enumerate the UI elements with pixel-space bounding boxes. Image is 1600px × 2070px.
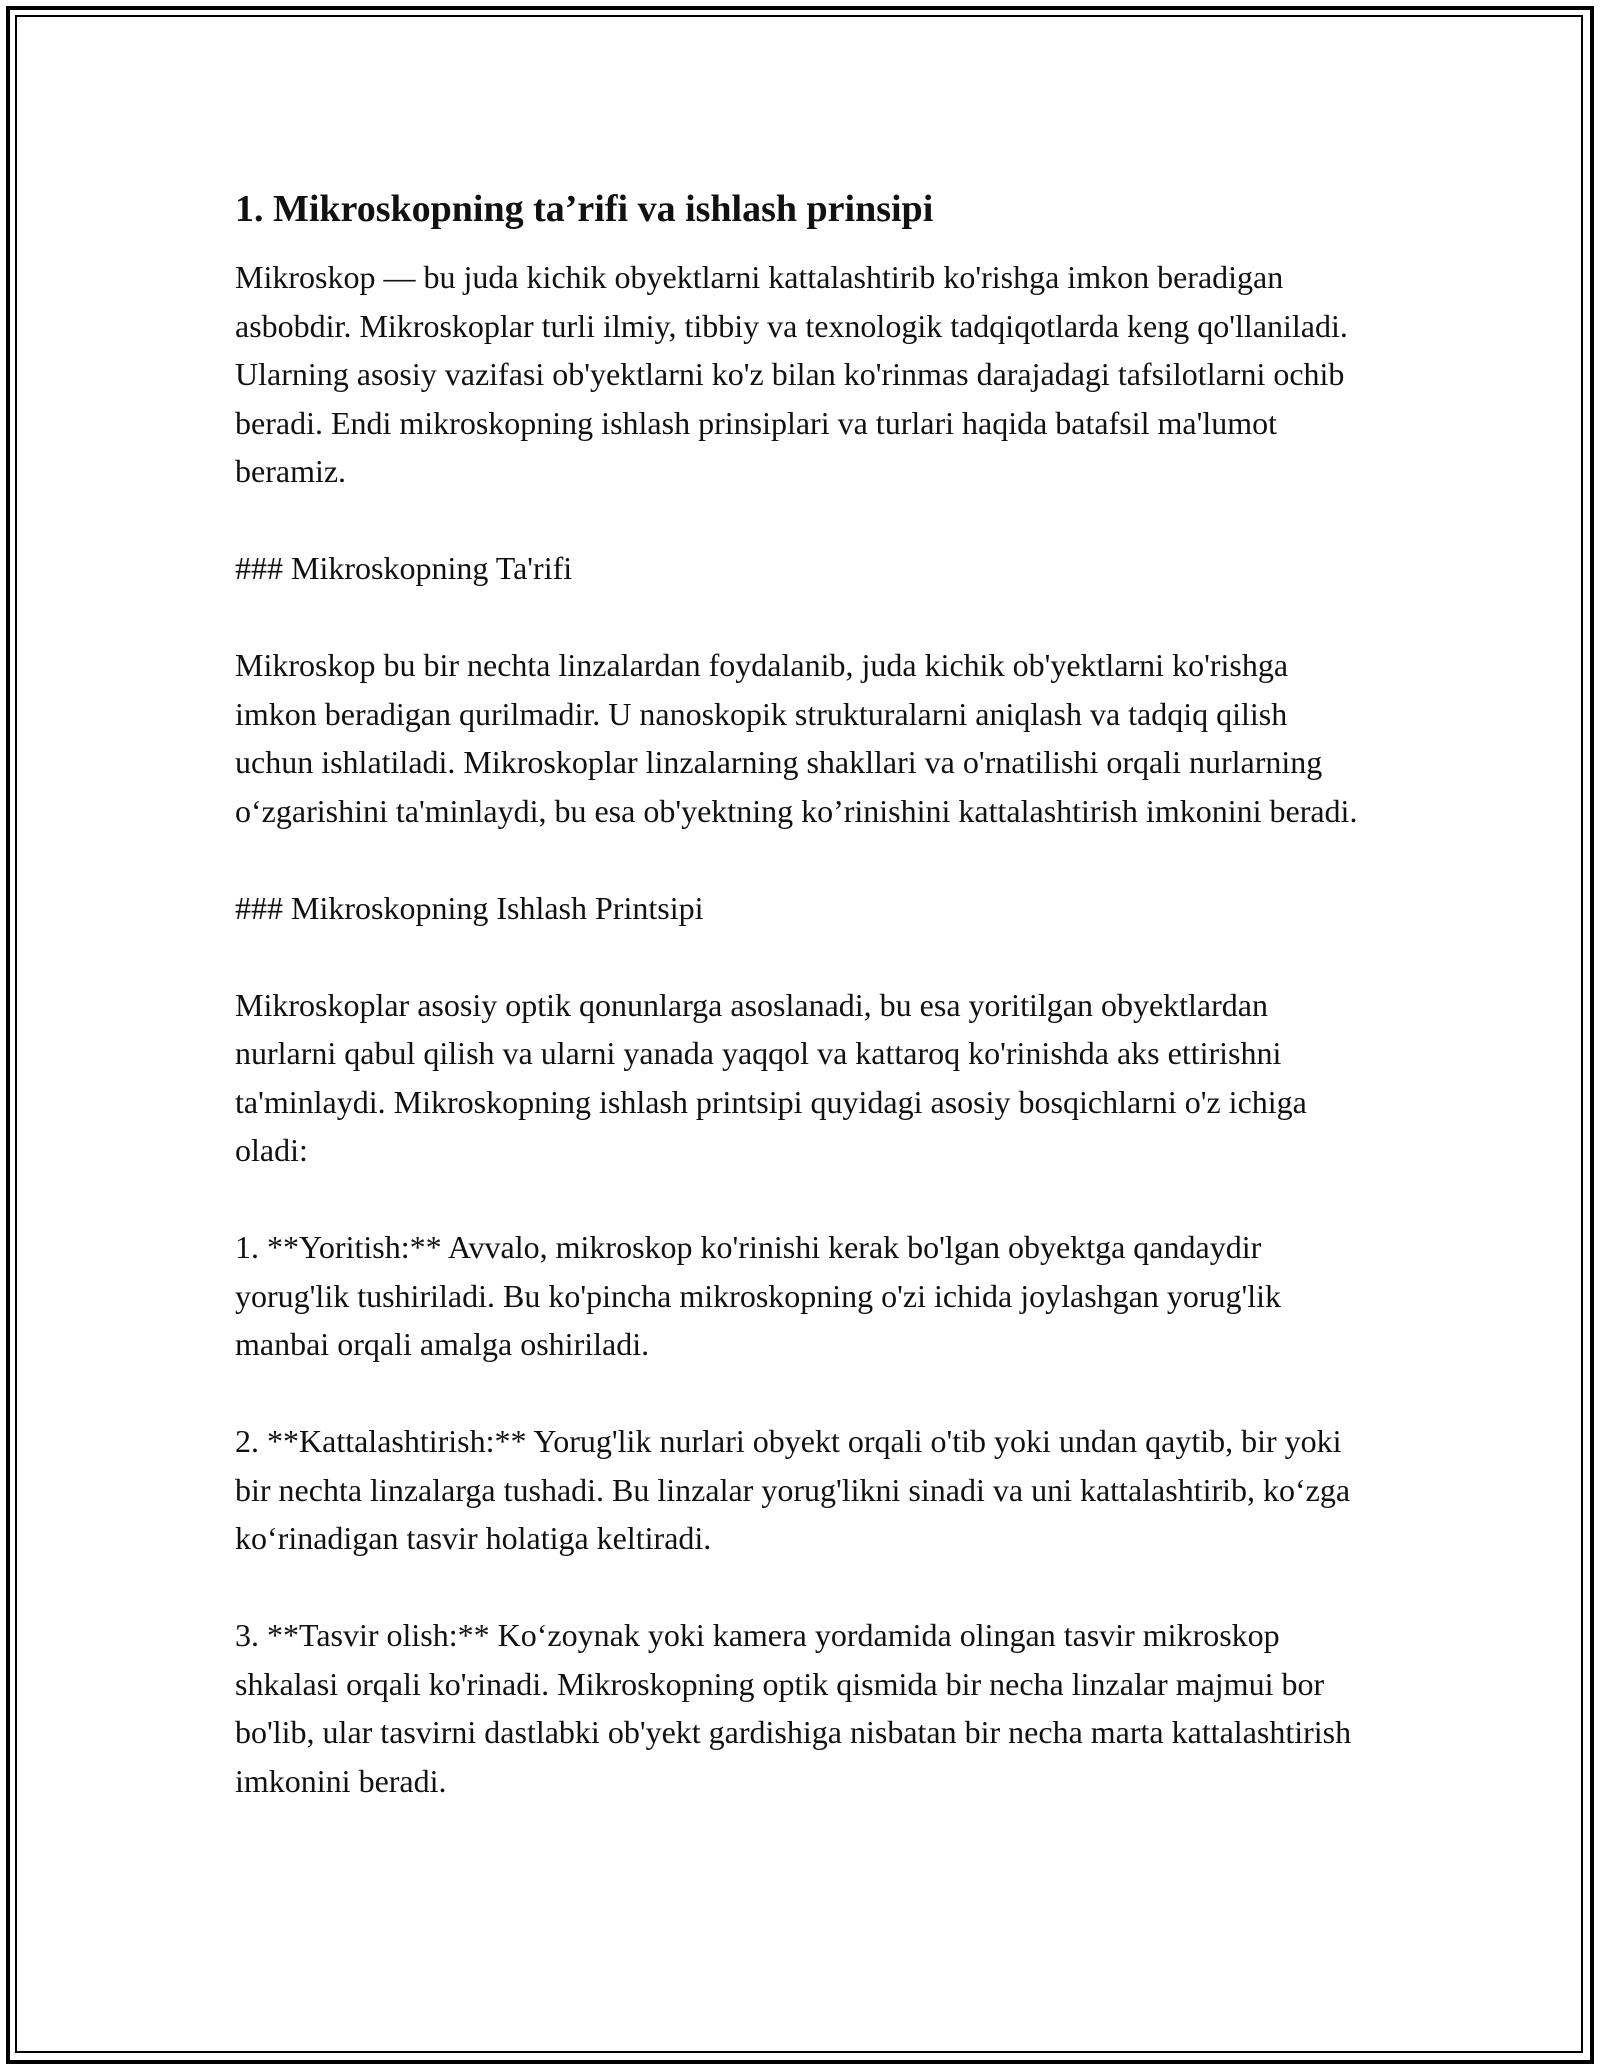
definition-paragraph: Mikroskop bu bir nechta linzalardan foydalanib, juda kichik ob'yektlarni ko'rishga imkon beradigan qurilmadir. U nanoskopik strukturalarni aniqlash va tadqiq qilish uchun ishlatiladi. Mikroskoplar linzalarning shakllari va o'rnatilishi orqali nurlarning o‘zgarishini ta'minlaydi, bu esa ob'yektning ko’rinishini kattalashtirish imkonini beradi. [235, 647, 1358, 829]
page-title: 1. Mikroskopning ta’rifi va ishlash prinsipi [235, 188, 934, 230]
section-heading-ishlash: ### Mikroskopning Ishlash Printsipi [235, 889, 704, 926]
list-item-kattalashtirish: 2. **Kattalashtirish:** Yorug'lik nurlari obyekt orqali o'tib yoki undan qaytib, bir yoki bir nechta linzalarga tushadi. Bu linzalar yorug'likni sinadi va uni kattalashtirib, ko‘zga ko‘rinadigan tasvir holatiga keltiradi. [235, 1423, 1351, 1556]
list-item-tasvir-olish: 3. **Tasvir olish:** Ko‘zoynak yoki kamera yordamida olingan tasvir mikroskop shkalasi orqali ko'rinadi. Mikroskopning optik qismida bir necha linzalar majmui bor bo'lib, ular tasvirni dastlabki ob'yekt gardishiga nisbatan bir necha marta kattalashtirish imkonini beradi. [235, 1617, 1352, 1799]
principle-paragraph: Mikroskoplar asosiy optik qonunlarga asoslanadi, bu esa yoritilgan obyektlardan nurlarni qabul qilish va ularni yanada yaqqol va kattaroq ko'rinishda aks ettirishni ta'minlaydi. Mikroskopning ishlash printsipi quyidagi asosiy bosqichlarni o'z ichiga oladi: [235, 986, 1307, 1168]
document-body [235, 185, 1370, 1805]
list-item-yoritish: 1. **Yoritish:** Avvalo, mikroskop ko'rinishi kerak bo'lgan obyektga qandaydir yorug'lik tushiriladi. Bu ko'pincha mikroskopning o'zi ichida joylashgan yorug'lik manbai orqali amalga oshiriladi. [235, 1229, 1282, 1362]
section-heading-tarifi: ### Mikroskopning Ta'rifi [235, 550, 573, 586]
intro-paragraph: Mikroskop — bu juda kichik obyektlarni kattalashtirib ko'rishga imkon beradigan asbobdir. Mikroskoplar turli ilmiy, tibbiy va texnologik tadqiqotlarda keng qo'llaniladi. Ularning asosiy vazifasi ob'yektlarni ko'z bilan ko'rinmas darajadagi tafsilotlarni ochib beradi. Endi mikroskopning ishlash prinsiplari va turlari haqida batafsil ma'lumot beramiz. [235, 259, 1348, 489]
